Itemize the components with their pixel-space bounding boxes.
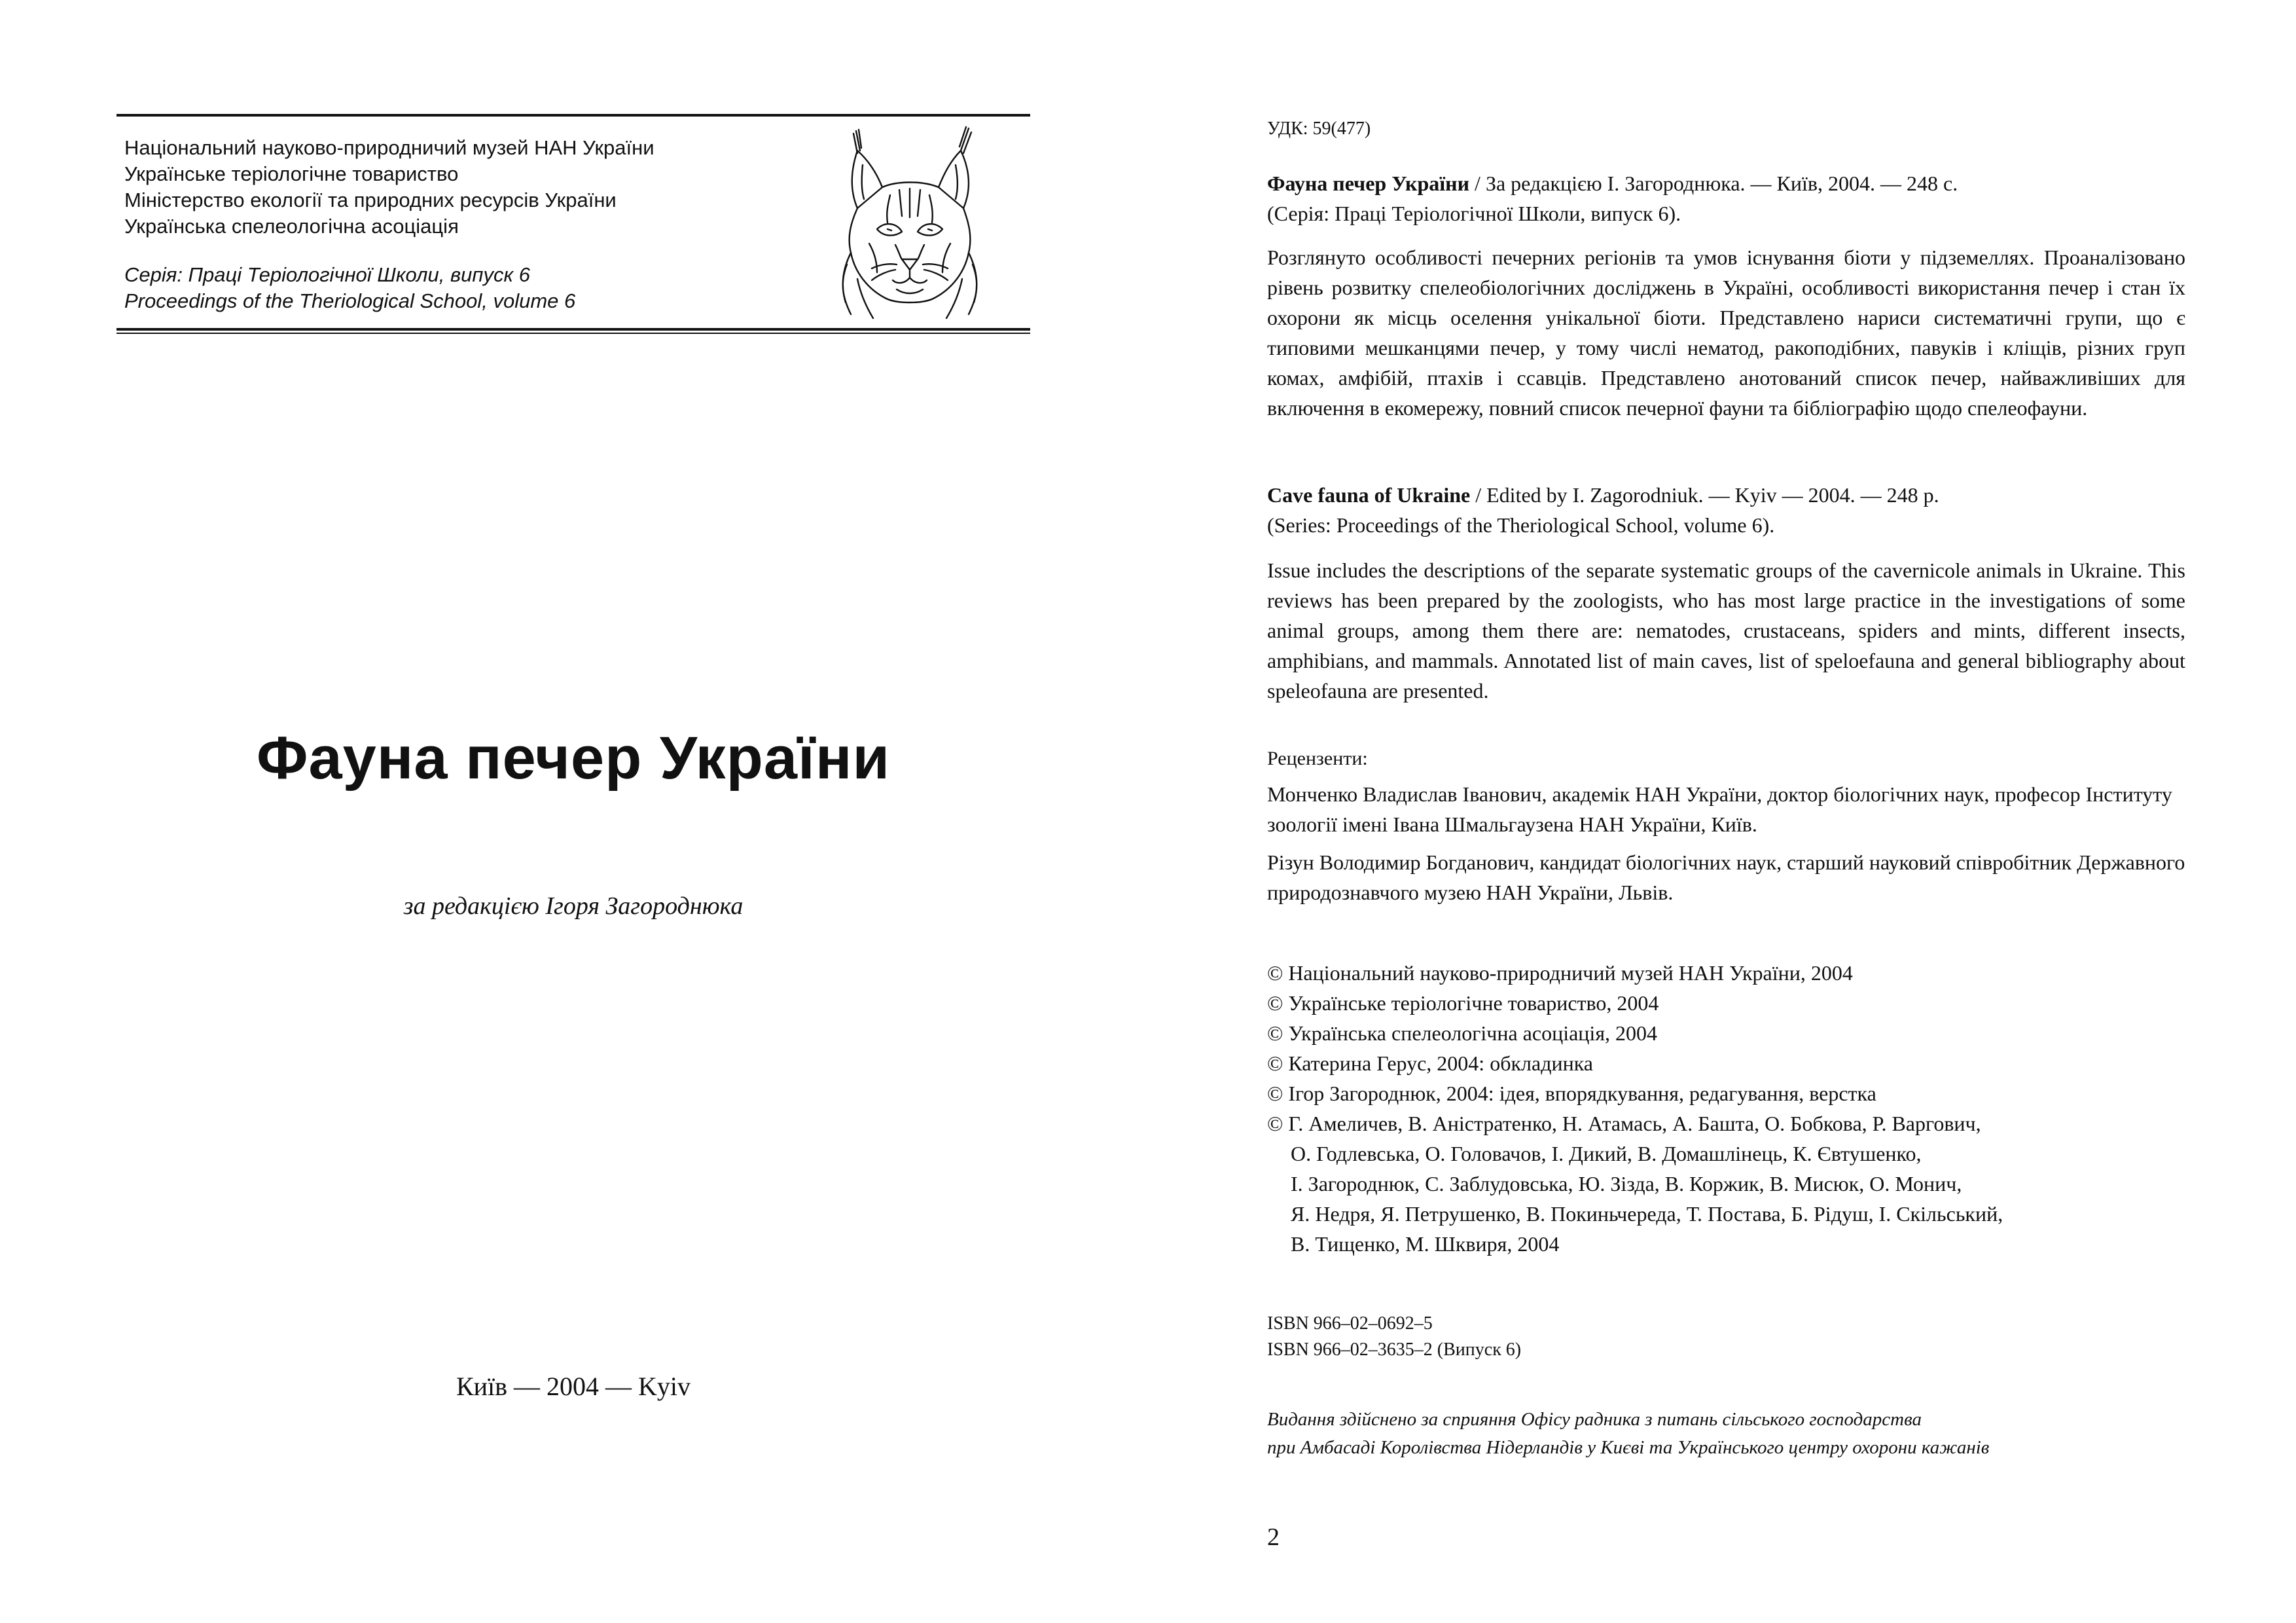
reference-series-ua: (Серія: Праці Теріологічної Школи, випуск 6).	[1267, 202, 1681, 225]
copyright-block	[1267, 958, 2185, 1259]
publisher-line: Українська спелеологічна асоціація	[124, 215, 459, 238]
reference-details-en: / Edited by I. Zagorodniuk. — Kyiv — 2004. — 248 p.	[1470, 483, 1939, 507]
support-line: при Амбасаді Королівства Нідерландів у Києві та Українського центру охорони кажанів	[1267, 1437, 1990, 1458]
series-ua: Серія: Праці Теріологічної Школи, випуск 6	[124, 263, 530, 286]
reviewers-list	[1267, 779, 2185, 907]
bibliographic-reference-ua	[1267, 168, 2185, 228]
page-number: 2	[1267, 1523, 1280, 1551]
support-note	[1267, 1406, 2185, 1462]
copyright-line: © Катерина Герус, 2004: обкладинка	[1267, 1051, 1593, 1075]
editor-line: за редакцією Ігоря Загороднюка	[403, 892, 744, 920]
authors-line: І. Загороднюк, С. Заблудовська, Ю. Зізда, В. Коржик, В. Мисюк, О. Монич,	[1291, 1172, 1962, 1195]
imprint-line: Київ — 2004 — Kyiv	[456, 1372, 691, 1401]
authors-line: Я. Недря, Я. Петрушенко, В. Покиньчереда, Т. Постава, Б. Рідуш, І. Скільський,	[1291, 1202, 2003, 1226]
reviewers-heading: Рецензенти:	[1267, 748, 1368, 769]
reference-details-ua: / За редакцією І. Загороднюка. — Київ, 2004. — 248 с.	[1469, 172, 1958, 195]
authors-line: В. Тищенко, М. Шквиря, 2004	[1291, 1232, 1560, 1256]
isbn-line: ISBN 966–02–0692–5	[1267, 1313, 1433, 1334]
isbn-block	[1267, 1311, 2185, 1363]
copyright-line: © Національний науково-природничий музей НАН України, 2004	[1267, 961, 1853, 985]
copyright-line: © Г. Амеличев, В. Аністратенко, Н. Атамась, А. Башта, О. Бобкова, Р. Варгович,	[1267, 1112, 1981, 1135]
reviewer-entry: Різун Володимир Богданович, кандидат біологічних наук, старший науковий співробітник Державного природознавчого музею НАН України, Львів.	[1267, 850, 2185, 904]
reviewer-entry: Монченко Владислав Іванович, академік НАН України, доктор біологічних наук, професор Інституту зоології імені Івана Шмальгаузена НАН України, Київ.	[1267, 782, 2172, 836]
publisher-line: Національний науково-природничий музей НАН України	[124, 136, 655, 159]
series-block	[124, 262, 818, 314]
copyright-line: © Українське теріологічне товариство, 2004	[1267, 991, 1659, 1015]
reference-title-ua: Фауна печер України	[1267, 172, 1470, 195]
series-en: Proceedings of the Theriological School, volume 6	[124, 289, 576, 312]
bibliographic-reference-en	[1267, 480, 2185, 540]
support-line: Видання здійснено за сприяння Офісу радника з питань сільського господарства	[1267, 1409, 1922, 1430]
book-title: Фауна печер України	[256, 725, 891, 792]
isbn-line: ISBN 966–02–3635–2 (Випуск 6)	[1267, 1340, 1522, 1360]
reference-series-en: (Series: Proceedings of the Theriological School, volume 6).	[1267, 513, 1775, 537]
reference-title-en: Cave fauna of Ukraine	[1267, 483, 1471, 507]
abstract-ua: Розглянуто особливості печерних регіонів та умов існування біоти у підземеллях. Проаналізовано рівень розвитку спелеобіологічних досліджень в Україні, особливості використання печер і стан їх охорони як місць оселення унікальної біоти. Представлено нариси систематичні групи, що є типовими мешканцями печер, у тому числі нематод, ракоподібних, павуків і кліщів, різних груп комах, амфібій, птахів і ссавців. Представлено анотований список печер, найважливіших для включення в екомережу, повний список печерної фауни та бібліографію щодо спелеофауни.	[1267, 246, 2185, 420]
abstract-en: Issue includes the descriptions of the separate systematic groups of the cavernicole animals in Ukraine. This reviews has been prepared by the zoologists, who has most large practice in the investigations of some animal groups, among them there are: nematodes, crustaceans, spiders and mints, different insects, amphibians, and mammals. Annotated list of main caves, list of speloefauna and general bibliography about speleofauna are presented.	[1267, 558, 2185, 702]
authors-line: О. Годлевська, О. Головачов, І. Дикий, В. Домашлінець, К. Євтушенко,	[1291, 1142, 1922, 1165]
publisher-line: Українське теріологічне товариство	[124, 162, 459, 185]
lynx-head-icon	[831, 124, 988, 322]
header-rule-bottom	[117, 328, 1030, 334]
udk-code: УДК: 59(477)	[1267, 119, 1371, 139]
header-rule-top	[117, 114, 1030, 117]
publishers-block	[124, 135, 818, 240]
copyright-line: © Українська спелеологічна асоціація, 2004	[1267, 1021, 1658, 1045]
publisher-line: Міністерство екології та природних ресурсів України	[124, 189, 617, 211]
copyright-line: © Ігор Загороднюк, 2004: ідея, впорядкування, редагування, верстка	[1267, 1082, 1876, 1105]
